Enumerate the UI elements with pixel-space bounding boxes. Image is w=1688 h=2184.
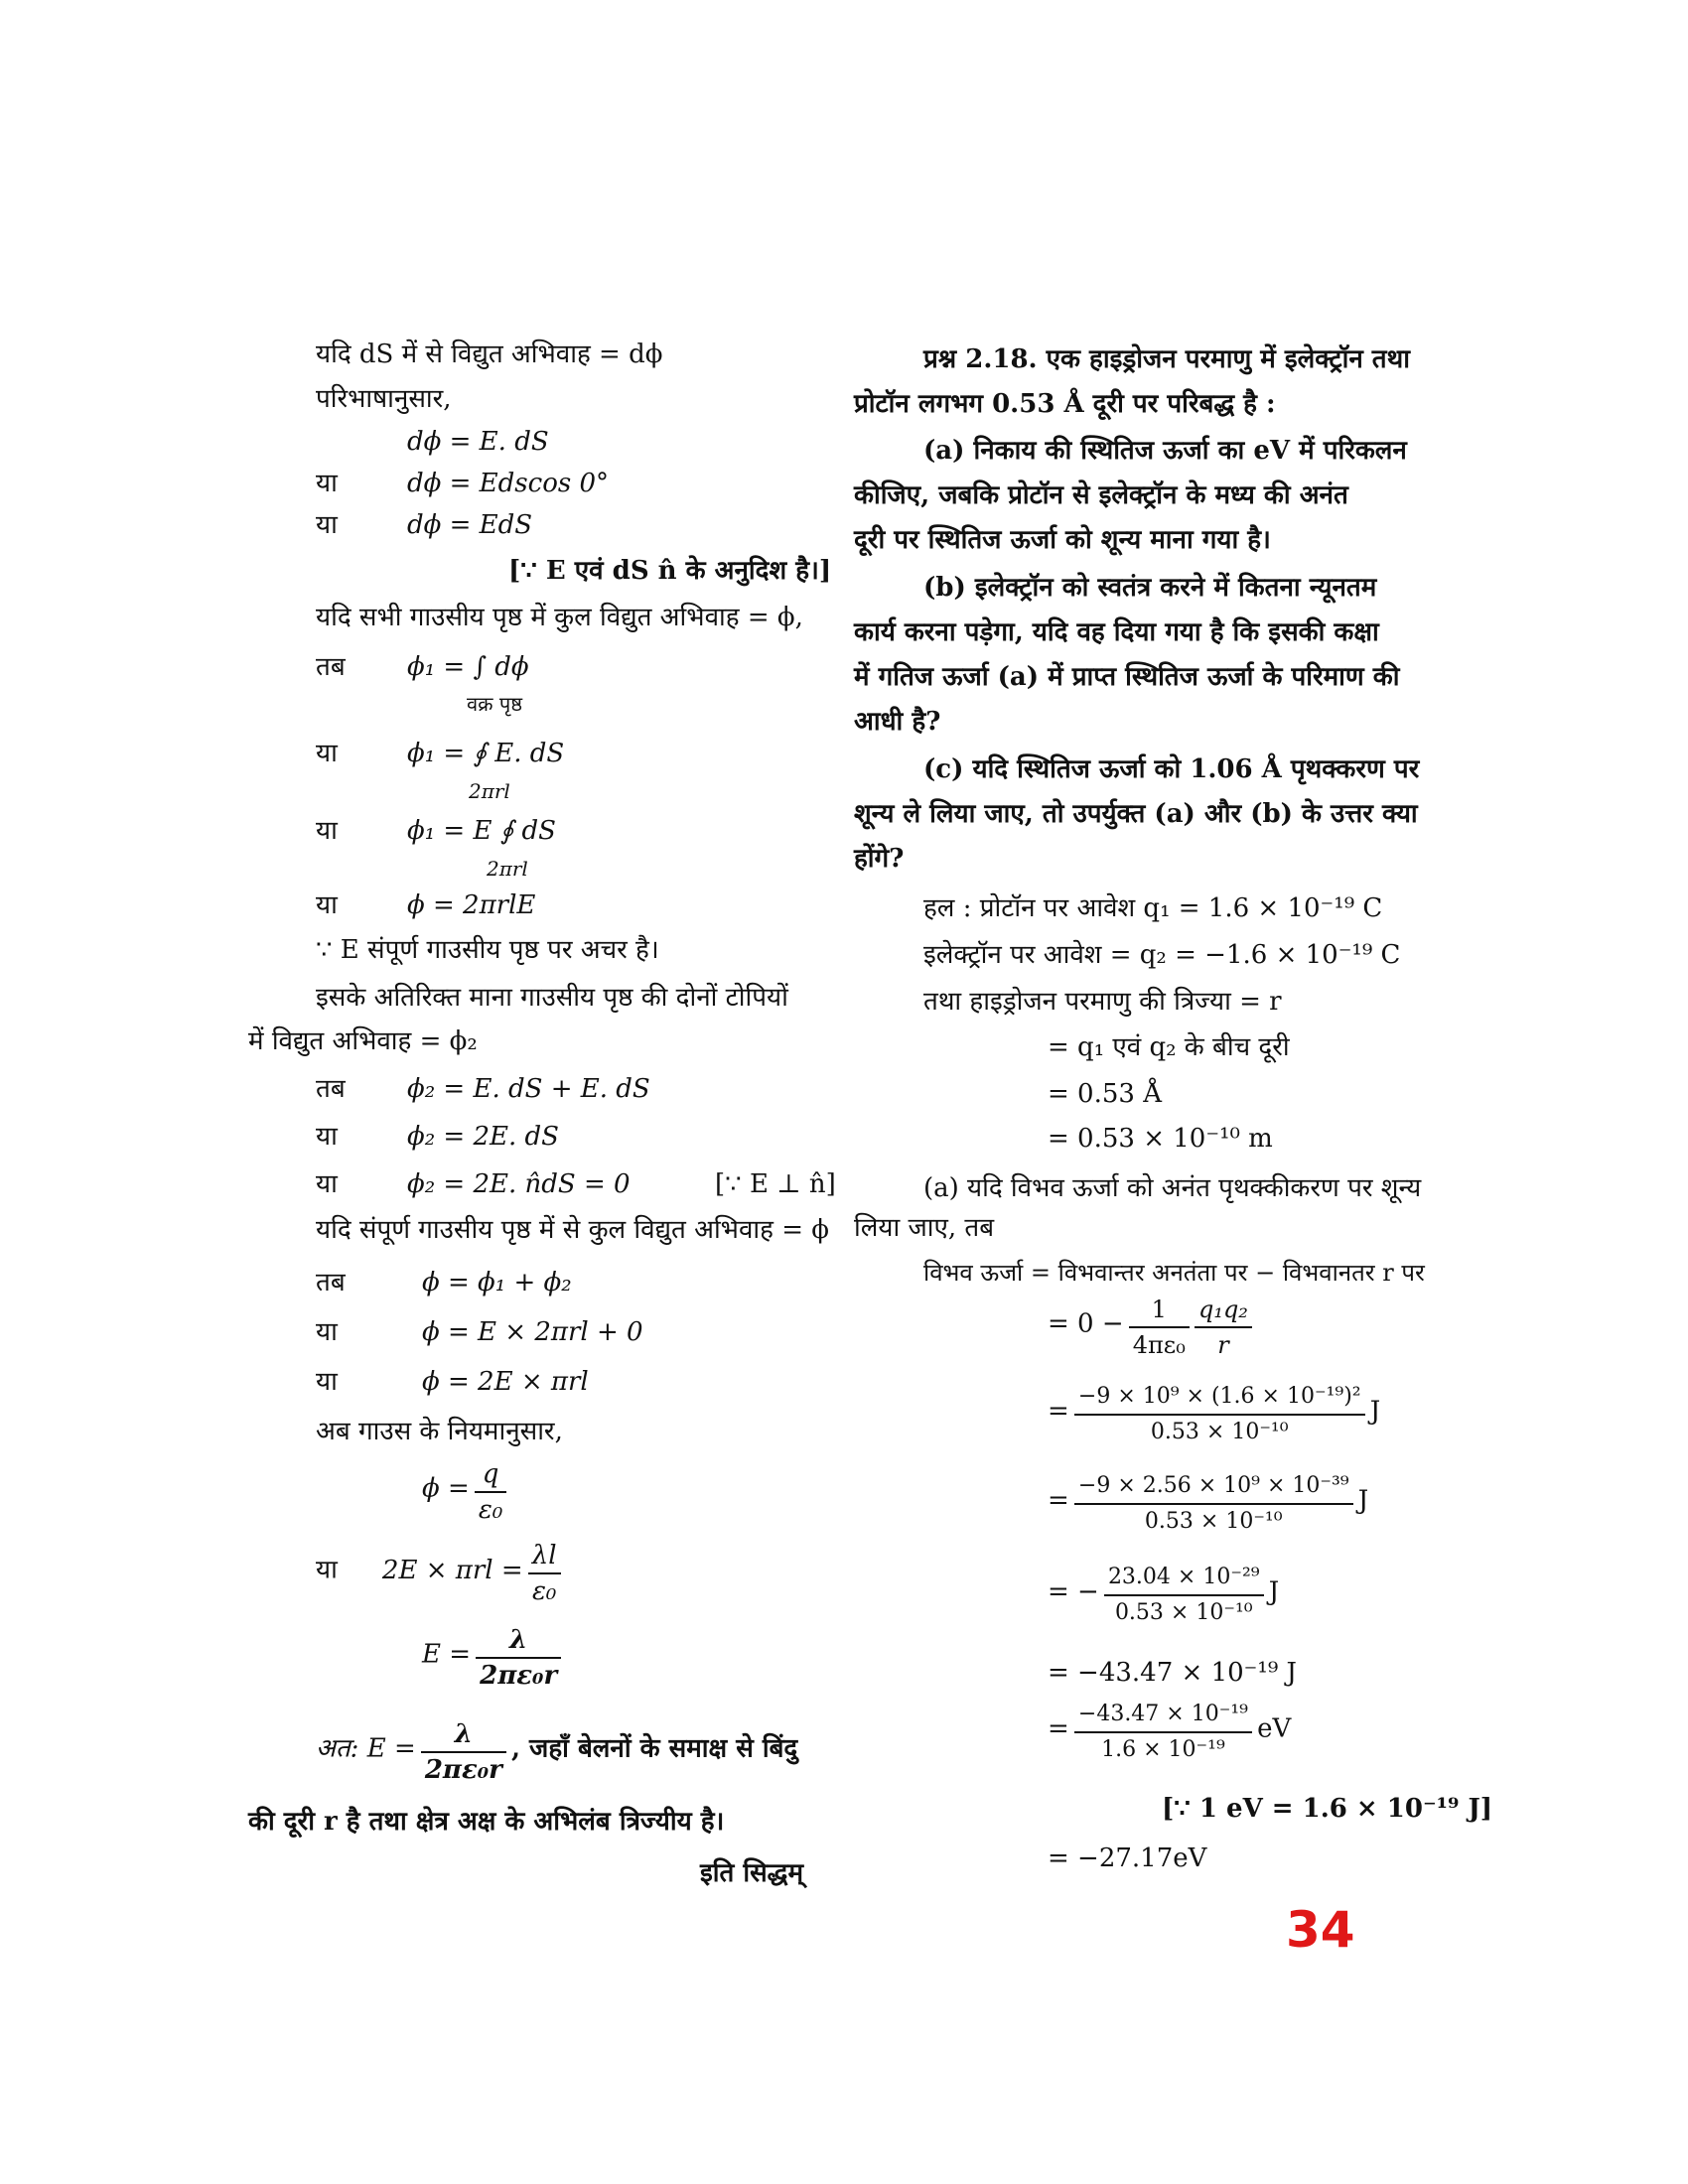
denominator: 0.53 × 10⁻¹⁰ (1150, 1420, 1289, 1444)
integral-limit: 2πrl (469, 779, 510, 803)
equation: dϕ = EdS (407, 510, 533, 540)
connector-word: या (316, 890, 338, 920)
fraction (1074, 1698, 1252, 1767)
denominator: ε₀ (531, 1576, 557, 1606)
numerator: q (475, 1457, 506, 1493)
question-line: आधी है? (854, 707, 941, 737)
equals-sign: = (1048, 1396, 1069, 1427)
equation: ϕ₁ = ∫ dϕ (407, 652, 529, 682)
denominator: 4πε₀ (1132, 1331, 1186, 1359)
connector-word: या (316, 1367, 338, 1397)
equation-fraction (1048, 1561, 1279, 1630)
connector-word: या (316, 816, 338, 846)
solution-line: इलेक्ट्रॉन पर आवेश = q₂ = −1.6 × 10⁻¹⁹ C (923, 940, 1401, 970)
connector-word: या (316, 469, 338, 498)
text-line: यदि संपूर्ण गाउसीय पृष्ठ में से कुल विद्युत अभिवाह = ϕ (316, 1215, 829, 1245)
fraction (475, 1457, 506, 1527)
numerator: −9 × 2.56 × 10⁹ × 10⁻³⁹ (1074, 1469, 1353, 1505)
equation: ϕ = 2E × πrl (422, 1367, 589, 1397)
equation: dϕ = Edscos 0° (407, 469, 610, 498)
numerator: −9 × 10⁹ × (1.6 × 10⁻¹⁹)² (1074, 1380, 1365, 1416)
denominator: 2πε₀r (480, 1661, 558, 1691)
denominator: r (1217, 1331, 1229, 1359)
denominator: ε₀ (478, 1495, 503, 1525)
text-line: की दूरी r है तथा क्षेत्र अक्ष के अभिलंब त्रिज्यीय है। (248, 1807, 725, 1837)
equation-fraction (316, 1539, 561, 1608)
fraction (1195, 1293, 1252, 1362)
text-line: में विद्युत अभिवाह = ϕ₂ (248, 1026, 478, 1056)
equation-fraction (1048, 1380, 1380, 1449)
equation-fraction (1048, 1293, 1252, 1362)
connector-word: तब (316, 652, 346, 682)
integral-limit: वक्र पृष्ठ (467, 692, 522, 716)
numerator: λ (476, 1623, 561, 1659)
denominator: 0.53 × 10⁻¹⁰ (1114, 1600, 1253, 1625)
equation-fraction (1048, 1698, 1291, 1767)
unit: J (1369, 1396, 1381, 1427)
equation-fraction (1048, 1469, 1368, 1539)
equation: ϕ₁ = E ∮ dS (407, 816, 556, 846)
denominator: 2πε₀r (424, 1755, 502, 1785)
question-line: (a) निकाय की स्थितिज ऊर्जा का eV में परिकलन (923, 436, 1407, 466)
equation-fraction (422, 1623, 561, 1693)
equation-lhs: ϕ = (422, 1473, 470, 1504)
fraction (476, 1623, 561, 1693)
solution-line: (a) यदि विभव ऊर्जा को अनंत पृथक्कीकरण पर शून्य (923, 1173, 1422, 1203)
solution-line: = −43.47 × 10⁻¹⁹ J (1048, 1658, 1297, 1688)
equation: ϕ₂ = E. dS + E. dS (407, 1074, 650, 1104)
integral-limit: 2πrl (487, 857, 528, 881)
solution-line: लिया जाए, तब (854, 1213, 995, 1243)
denominator: 1.6 × 10⁻¹⁹ (1101, 1737, 1225, 1762)
bracket-note: [∵ 1 eV = 1.6 × 10⁻¹⁹ J] (1162, 1794, 1493, 1824)
fraction (1129, 1293, 1190, 1362)
equation: dϕ = E. dS (407, 427, 549, 457)
question-line: (c) यदि स्थितिज ऊर्जा को 1.06 Å पृथक्करण पर (923, 754, 1420, 784)
connector-word: या (316, 739, 338, 768)
solution-line: = 0.53 × 10⁻¹⁰ m (1048, 1124, 1273, 1154)
question-heading: प्रश्न 2.18. एक हाइड्रोजन परमाणु में इलेक्ट्रॉन तथा (923, 344, 1410, 374)
text-line: इसके अतिरिक्त माना गाउसीय पृष्ठ की दोनों टोपियों (316, 983, 788, 1013)
equation: ϕ = 2πrlE (407, 890, 536, 920)
denominator: 0.53 × 10⁻¹⁰ (1144, 1509, 1283, 1534)
text-line: यदि सभी गाउसीय पृष्ठ में कुल विद्युत अभिवाह = ϕ, (316, 603, 803, 632)
connector-word: या (316, 1317, 338, 1347)
page-number: 34 (1286, 1901, 1355, 1959)
equation: ϕ₂ = 2E. n̂dS = 0 (407, 1169, 631, 1199)
connector-word: तब (316, 1074, 346, 1104)
question-line: प्रोटॉन लगभग 0.53 Å दूरी पर परिबद्ध है : (854, 389, 1276, 419)
question-line: में गतिज ऊर्जा (a) में प्राप्त स्थितिज ऊर्जा के परिमाण की (854, 662, 1400, 692)
question-line: होंगे? (854, 844, 905, 874)
equation-lhs: अत: E = (316, 1733, 416, 1764)
text-line: अब गाउस के नियमानुसार, (316, 1417, 563, 1446)
question-line: कार्य करना पड़ेगा, यदि वह दिया गया है कि इसकी कक्षा (854, 617, 1379, 647)
solution-line: तथा हाइड्रोजन परमाणु की त्रिज्या = r (923, 987, 1282, 1017)
question-line: दूरी पर स्थितिज ऊर्जा को शून्य माना गया है। (854, 525, 1271, 555)
numerator: λ (421, 1717, 506, 1753)
connector-word: तब (316, 1268, 346, 1297)
question-line: कीजिए, जबकि प्रोटॉन से इलेक्ट्रॉन के मध्य की अनंत (854, 480, 1348, 510)
solution-line: = 0.53 Å (1048, 1079, 1162, 1109)
bracket-note: [∵ E ⊥ n̂] (715, 1169, 836, 1199)
equation: ϕ = E × 2πrl + 0 (422, 1317, 643, 1347)
connector-word: या (316, 1555, 338, 1585)
text-line: यदि dS में से विद्युत अभिवाह = dϕ (316, 340, 663, 369)
equation: ϕ = ϕ₁ + ϕ₂ (422, 1268, 572, 1297)
equals-sign: = (1048, 1713, 1069, 1744)
equation-fraction (316, 1717, 797, 1787)
equation-lhs: = 0 − (1048, 1308, 1124, 1339)
equals-sign: = (1048, 1485, 1069, 1516)
connector-word: या (316, 1122, 338, 1152)
equals-minus: = − (1048, 1576, 1099, 1607)
fraction (1074, 1380, 1365, 1449)
solution-line: हल : प्रोटॉन पर आवेश q₁ = 1.6 × 10⁻¹⁹ C (923, 893, 1383, 923)
equation-fraction (422, 1457, 506, 1527)
question-line: शून्य ले लिया जाए, तो उपर्युक्त (a) और (b) के उत्तर क्या (854, 799, 1418, 829)
numerator: 23.04 × 10⁻²⁹ (1104, 1561, 1264, 1596)
numerator: 1 (1129, 1293, 1190, 1328)
unit: eV (1257, 1713, 1292, 1744)
numerator: −43.47 × 10⁻¹⁹ (1074, 1698, 1252, 1733)
text-fragment: , जहाँ बेलनों के समाक्ष से बिंदु (510, 1733, 798, 1764)
text-line: परिभाषानुसार, (316, 384, 452, 414)
equation-lhs: 2E × πrl = (381, 1555, 523, 1585)
unit: J (1268, 1576, 1280, 1607)
equation: ϕ₁ = ∮ E. dS (407, 739, 565, 768)
connector-word: या (316, 1169, 338, 1199)
equation: ϕ₂ = 2E. dS (407, 1122, 559, 1152)
unit: J (1357, 1485, 1369, 1516)
numerator: q₁q₂ (1195, 1293, 1252, 1328)
connector-word: या (316, 510, 338, 540)
numerator: λl (528, 1539, 561, 1574)
bracket-note: [∵ E एवं dS n̂ के अनुदिश है।] (508, 556, 832, 586)
solution-result: = −27.17eV (1048, 1843, 1207, 1873)
fraction (1104, 1561, 1264, 1630)
solution-line: विभव ऊर्जा = विभवान्तर अनतंता पर − विभवानतर r पर (923, 1259, 1425, 1287)
fraction (1074, 1469, 1353, 1539)
fraction (528, 1539, 561, 1608)
solution-line: = q₁ एवं q₂ के बीच दूरी (1048, 1032, 1290, 1062)
question-line: (b) इलेक्ट्रॉन को स्वतंत्र करने में कितना न्यूनतम (923, 573, 1377, 603)
fraction (421, 1717, 506, 1787)
equation-lhs: E = (422, 1639, 472, 1670)
text-line: ∵ E संपूर्ण गाउसीय पृष्ठ पर अचर है। (316, 935, 659, 965)
closing-note: इति सिद्धम् (700, 1858, 804, 1888)
